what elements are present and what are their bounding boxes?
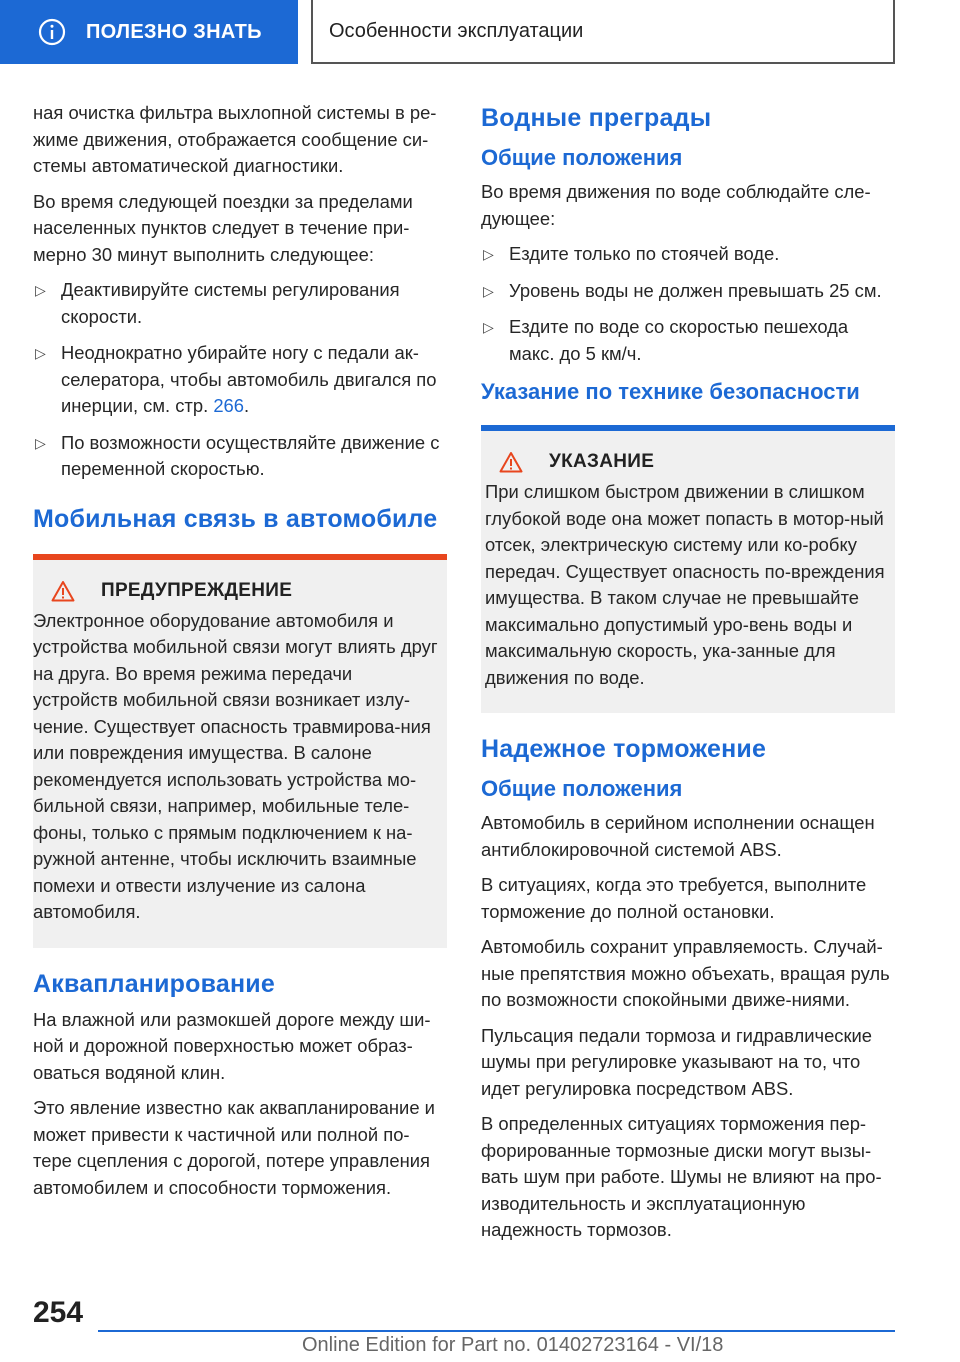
paragraph: Автомобиль сохранит управляемость. Случай-ные препятствия можно объехать, вращая руль по возможности спокойными движе-ниями. [481, 936, 890, 1010]
chapter-title: Особенности эксплуатации [329, 19, 584, 42]
list-item: ▷ Уровень воды не должен превышать 25 см. [481, 278, 895, 305]
left-column [33, 100, 447, 1210]
subsection-heading: Указание по технике безопасности [481, 379, 860, 404]
page-number: 254 [33, 1296, 84, 1329]
paragraph: Пульсация педали тормоза и гидравлические шумы при регулировке указывают на то, что идет регулировка посредством ABS. [481, 1024, 873, 1099]
paragraph: На влажной или размокшей дороге между ши-ной и дорожной поверхностью может образ-оваться водяной клин. [33, 1008, 431, 1083]
section-heading: Надежное торможение [481, 735, 767, 763]
instruction-list [33, 277, 447, 483]
triangle-right-icon: ▷ [483, 282, 494, 299]
list-item: ▷ Деактивируйте системы регулирования скорости. [35, 279, 400, 327]
chapter-title-box [311, 0, 895, 64]
section-heading: Мобильная связь в автомобиле [33, 504, 438, 533]
notice-bar [481, 425, 895, 431]
right-column [481, 100, 895, 1253]
paragraph: Во время движения по воде соблюдайте сле-дующее: [481, 181, 871, 229]
warning-text: Электронное оборудование автомобиля и устройства мобильной связи могут влиять друг на друга. Во время режима передачи устройств мобильной связи возникает излу-чение. Существует опасность травмирова-ния или повреждения имущества. В салоне рекомендуется использовать устройства мо-бильной связи, например, мобильные теле-фоны, только с прямым подключением к на-ружной антенне, чтобы исключить взаимные помехи и отвести излучение из салона автомобиля. [33, 609, 438, 922]
warning-triangle-icon [51, 580, 75, 602]
paragraph: Во время следующей поездки за пределами населенных пунктов следует в течение при-мерно 30 минут выполнить следующее: [33, 190, 413, 265]
paragraph: В определенных ситуациях торможения пер-форированные тормозные диски могут вызы-вать шум при работе. Шумы не влияют на про-изводительность и эксплуатационную надежность тормозов. [481, 1113, 882, 1240]
paragraph: Это явление известно как аквапланирование и может привести к частичной или полной по-тере сцепления с дорогой, потере управления автомобилем и способности торможения. [33, 1097, 435, 1198]
edition-text: Online Edition for Part no. 01402723164 - VI/18 [302, 1334, 724, 1356]
notice-box [481, 425, 895, 713]
footer-divider [98, 1330, 895, 1332]
list-item: ▷ По возможности осуществляйте движение с переменной скоростью. [35, 431, 440, 479]
triangle-right-icon: ▷ [483, 319, 494, 335]
info-icon [38, 18, 66, 46]
notice-title: УКАЗАНИЕ [549, 451, 655, 472]
paragraph: Автомобиль в серийном исполнении оснащен антиблокировочной системой ABS. [481, 812, 875, 860]
warning-bar [33, 554, 447, 560]
instruction-list [481, 241, 895, 367]
list-item: ▷ Ездите только по стоячей воде. [481, 241, 895, 268]
warning-triangle-icon [499, 451, 523, 473]
triangle-right-icon: ▷ [35, 345, 46, 361]
section-heading: Аквапланирование [33, 969, 275, 998]
triangle-right-icon: ▷ [35, 282, 46, 298]
triangle-right-icon: ▷ [35, 434, 46, 451]
section-tab-label: ПОЛЕЗНО ЗНАТЬ [86, 20, 262, 43]
warning-title: ПРЕДУПРЕЖДЕНИЕ [101, 579, 293, 601]
warning-box [33, 554, 447, 948]
subsection-heading: Общие положения [481, 145, 683, 170]
page-link[interactable]: 266 [213, 395, 244, 416]
paragraph: В ситуациях, когда это требуется, выполните торможение до полной остановки. [481, 874, 867, 922]
subsection-heading: Общие положения [481, 776, 683, 801]
section-tab[interactable] [0, 0, 298, 64]
notice-text: При слишком быстром движении в слишком глубокой воде она может попасть в мотор-ный отсек, электрическую систему или ко-робку передач. Существует опасность по-вреждения имущества. В таком случае не превышайте максимально допустимый уро-вень воды и максимальную скорость, ука-занные для движения по воде. [485, 481, 885, 688]
section-heading: Водные преграды [481, 104, 712, 132]
list-item: ▷ Неоднократно убирайте ногу с педали ак-селератора, чтобы автомобиль двигался по инерции, см. стр. 266. [35, 342, 437, 416]
paragraph: ная очистка фильтра выхлопной системы в ре-жиме движения, отображается сообщение си-стемы автоматической диагностики. [33, 102, 437, 176]
page-header [0, 0, 960, 66]
triangle-right-icon: ▷ [483, 246, 494, 262]
list-item: ▷ Ездите по воде со скоростью пешехода макс. до 5 км/ч. [483, 316, 849, 364]
